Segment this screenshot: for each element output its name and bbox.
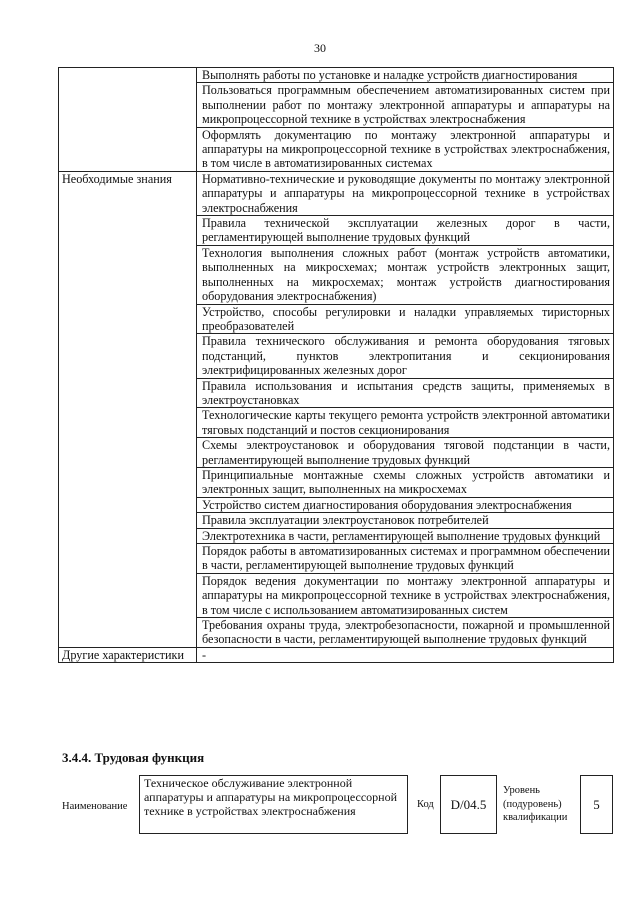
row-text: Устройство систем диагностирования оборудования электроснабжения xyxy=(197,497,614,512)
row-text: Технологические карты текущего ремонта устройств электронной автоматики тяговых подстанций и постов секционирования xyxy=(197,408,614,438)
function-name-label: Наименование xyxy=(62,801,128,812)
row-text: Требования охраны труда, электробезопасности, пожарной и промышленной безопасности в части, регламентирующей выполнение трудовых функций xyxy=(197,618,614,648)
row-category-other: Другие характеристики xyxy=(59,647,197,662)
function-code-value: D/04.5 xyxy=(440,775,497,834)
table-row xyxy=(59,68,614,83)
row-text: Схемы электроустановок и оборудования тяговой подстанции в части, регламентирующей выполнение трудовых функций xyxy=(197,438,614,468)
row-text: Нормативно-технические и руководящие документы по монтажу электронной аппаратуры и аппаратуры на микропроцессорной технике в устройствах электроснабжения xyxy=(197,171,614,215)
row-text: Технология выполнения сложных работ (монтаж устройств автоматики, выполненных на микросхемах; монтаж устройств электронных защит, выполненных на микросхемах; монтаж устройств диагностирования оборудования электроснабжения) xyxy=(197,245,614,304)
row-text: Выполнять работы по установке и наладке устройств диагностирования xyxy=(197,68,614,83)
table-row xyxy=(59,171,614,215)
row-text: - xyxy=(197,647,614,662)
row-category xyxy=(59,68,197,172)
row-text: Оформлять документацию по монтажу электронной аппаратуры и аппаратуры на микропроцессорной технике в устройствах электроснабжения, в том числе в автоматизированных системах xyxy=(197,127,614,171)
requirements-table xyxy=(58,67,614,663)
row-text: Пользоваться программным обеспечением автоматизированных систем при выполнении работ по монтажу электронной аппаратуры и аппаратуры на микропроцессорной технике в устройствах электроснабжения xyxy=(197,83,614,127)
row-text: Правила технического обслуживания и ремонта оборудования тяговых подстанций, пунктов электропитания и секционирования электрифицированных железных дорог xyxy=(197,334,614,378)
row-text: Правила технической эксплуатации железных дорог в части, регламентирующей выполнение трудовых функций xyxy=(197,216,614,246)
qualification-level-value: 5 xyxy=(580,775,613,834)
function-name-value: Техническое обслуживание электронной аппаратуры и аппаратуры на микропроцессорной технике в устройствах электроснабжения xyxy=(139,775,408,834)
row-text: Правила эксплуатации электроустановок потребителей xyxy=(197,513,614,528)
qualification-level-label: Уровень (подуровень) квалификации xyxy=(503,785,568,823)
row-text: Устройство, способы регулировки и наладки управляемых тиристорных преобразователей xyxy=(197,304,614,334)
row-text: Электротехника в части, регламентирующей выполнение трудовых функций xyxy=(197,528,614,543)
row-text: Правила использования и испытания средств защиты, применяемых в электроустановках xyxy=(197,378,614,408)
function-code-label: Код xyxy=(417,799,434,810)
row-text: Порядок работы в автоматизированных системах и программном обеспечении в части, регламентирующей выполнение трудовых функций xyxy=(197,544,614,574)
table-row xyxy=(59,647,614,662)
row-text: Принципиальные монтажные схемы сложных устройств автоматики и электронных защит, выполненных на микросхемах xyxy=(197,467,614,497)
page-number: 30 xyxy=(314,41,326,55)
section-title: 3.4.4. Трудовая функция xyxy=(62,750,205,765)
row-category-knowledge: Необходимые знания xyxy=(59,171,197,647)
row-text: Порядок ведения документации по монтажу электронной аппаратуры и аппаратуры на микропроцессорной технике в устройствах электроснабжения, в том числе с использованием автоматизированных систем xyxy=(197,573,614,617)
